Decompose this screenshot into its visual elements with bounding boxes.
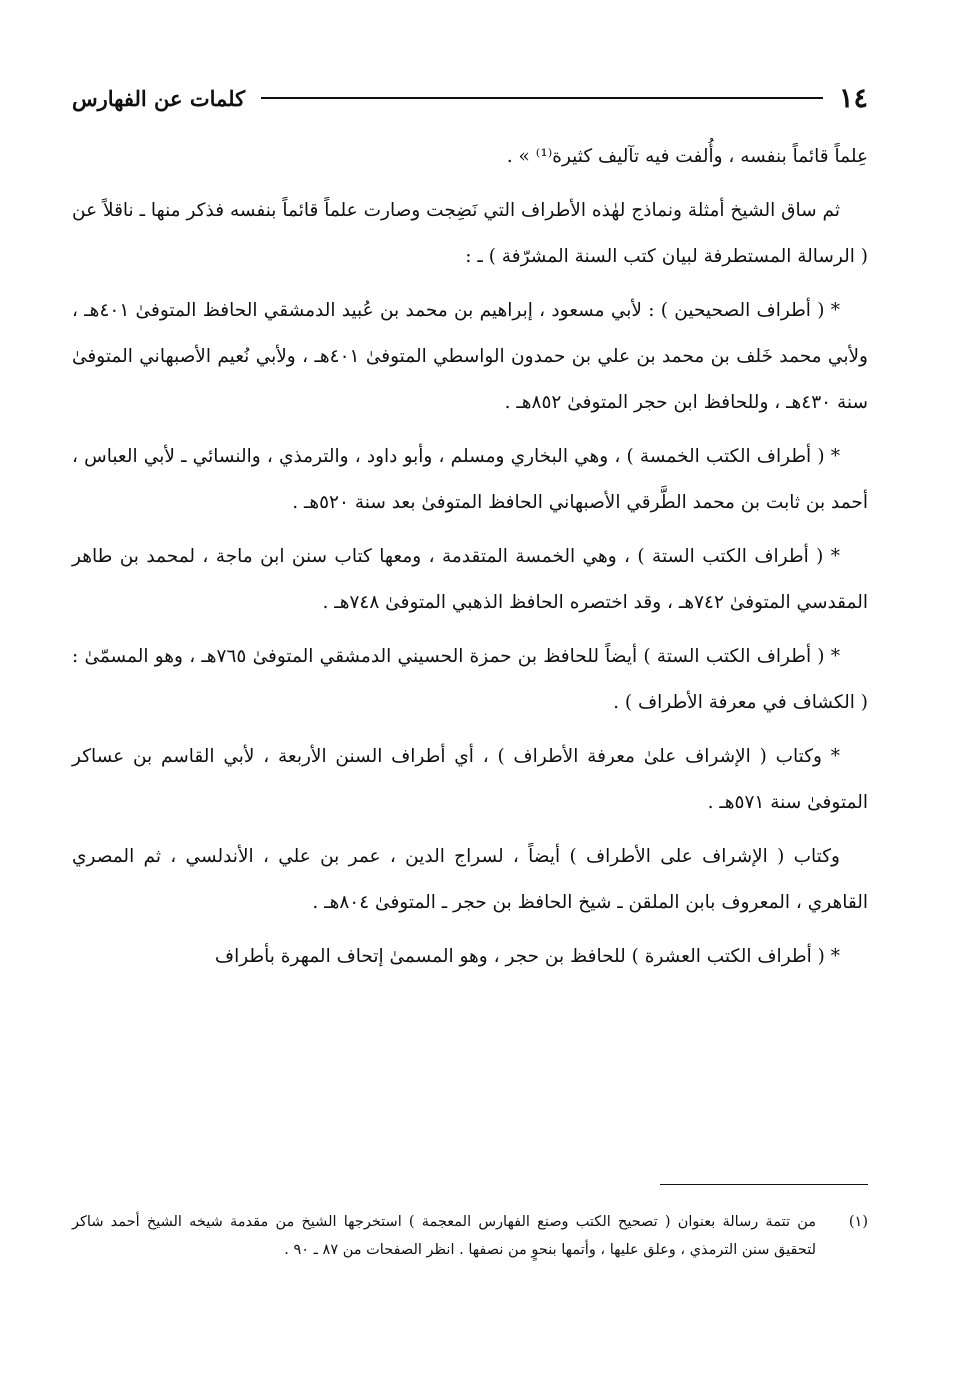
footnote: [72, 1208, 868, 1264]
paragraph-continuation: عِلماً قائماً بنفسه ، وأُلفت فيه تآليف كثيرة⁽¹⁾ » .: [506, 146, 868, 167]
footnote-rule: [660, 1184, 868, 1185]
paragraph-item: * ( أطراف الكتب العشرة ) للحافظ بن حجر ، وهو المسمىٰ إتحاف المهرة بأطراف: [214, 946, 840, 967]
page-number: ١٤: [838, 82, 868, 114]
paragraph-item: * ( أطراف الصحيحين ) : لأبي مسعود ، إبراهيم بن محمد بن عُبيد الدمشقي الحافظ المتوفىٰ ٤٠١هـ ، ولأبي محمد خَلف بن محمد بن علي بن حمدون الواسطي المتوفىٰ ٤٠١هـ ، ولأبي نُعيم الأصبهاني المتوفىٰ سنة ٤٣٠هـ ، وللحافظ ابن حجر المتوفىٰ ٨٥٢هـ .: [72, 300, 868, 413]
page-header: [72, 78, 868, 118]
header-rule: [261, 97, 823, 99]
running-title: كلمات عن الفهارس: [72, 85, 246, 111]
footnote-mark: (١): [848, 1214, 868, 1230]
paragraph-item: * ( أطراف الكتب الخمسة ) ، وهي البخاري ومسلم ، وأبو داود ، والترمذي ، والنسائي ـ لأبي العباس ، أحمد بن ثابت بن محمد الطَّرقي الأصبهاني الحافظ المتوفىٰ بعد سنة ٥٢٠هـ .: [72, 446, 868, 513]
paragraph-item: * ( أطراف الكتب الستة ) ، وهي الخمسة المتقدمة ، ومعها كتاب سنن ابن ماجة ، لمحمد بن طاهر المقدسي المتوفىٰ ٧٤٢هـ ، وقد اختصره الحافظ الذهبي المتوفىٰ ٧٤٨هـ .: [72, 546, 868, 613]
paragraph-item: * وكتاب ( الإشراف علىٰ معرفة الأطراف ) ، أي أطراف السنن الأربعة ، لأبي القاسم بن عساكر المتوفىٰ سنة ٥٧١هـ .: [72, 746, 868, 813]
paragraph-item: * ( أطراف الكتب الستة ) أيضاً للحافظ بن حمزة الحسيني الدمشقي المتوفىٰ ٧٦٥هـ ، وهو المسمّىٰ : ( الكشاف في معرفة الأطراف ) .: [72, 646, 868, 713]
footnote-text: من تتمة رسالة بعنوان ( تصحيح الكتب وصنع الفهارس المعجمة ) استخرجها الشيخ من مقدمة شيخه الشيخ أحمد شاكر لتحقيق سنن الترمذي ، وعلق عليها ، وأتمها بنحوٍ من نصفها . انظر الصفحات من ٨٧ ـ ٩٠ .: [72, 1214, 816, 1258]
paragraph-item: وكتاب ( الإشراف على الأطراف ) أيضاً ، لسراج الدين ، عمر بن علي ، الأندلسي ، ثم المصري القاهري ، المعروف بابن الملقن ـ شيخ الحافظ بن حجر ـ المتوفىٰ ٨٠٤هـ .: [72, 846, 868, 913]
paragraph-intro: ثم ساق الشيخ أمثلة ونماذج لهٰذه الأطراف التي نَضِجت وصارت علماً قائماً بنفسه فذكر منها ـ ناقلاً عن ( الرسالة المستطرفة لبيان كتب السنة المشرّفة ) ـ :: [72, 200, 868, 267]
body-text: [72, 134, 868, 988]
